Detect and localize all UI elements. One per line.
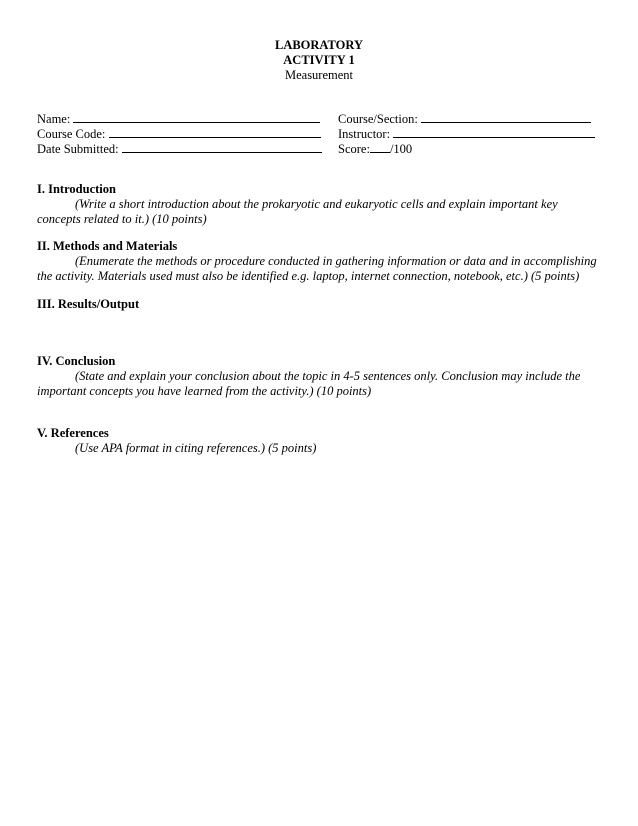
section-conclusion <box>37 354 602 399</box>
instructor-label: Instructor: <box>338 127 391 141</box>
field-row-1 <box>37 110 607 125</box>
instructor-blank[interactable] <box>393 125 595 138</box>
student-info-fields <box>37 110 607 155</box>
date-submitted-blank[interactable] <box>122 140 322 153</box>
name-blank[interactable] <box>73 110 320 123</box>
references-title: V. References <box>37 426 109 440</box>
field-row-2 <box>37 125 607 140</box>
results-title: III. Results/Output <box>37 297 140 311</box>
header-activity-topic: Measurement <box>284 68 354 82</box>
date-submitted-label: Date Submitted: <box>37 142 119 156</box>
course-code-label: Course Code: <box>37 127 106 141</box>
header-laboratory: LABORATORY <box>274 38 363 52</box>
score-blank[interactable] <box>370 140 390 153</box>
conclusion-instruction: (State and explain your conclusion about the topic in 4-5 sentences only. Conclusion may include the important concepts you have learned from the activity.) (10 points) <box>37 369 581 398</box>
date-submitted-field[interactable] <box>37 140 327 157</box>
name-label: Name: <box>37 112 71 126</box>
field-row-3 <box>37 140 607 155</box>
course-section-blank[interactable] <box>421 110 591 123</box>
course-section-label: Course/Section: <box>338 112 418 126</box>
introduction-title: I. Introduction <box>37 182 116 196</box>
course-code-blank[interactable] <box>109 125 321 138</box>
section-references <box>37 426 602 456</box>
document-header <box>0 38 638 83</box>
introduction-instruction: (Write a short introduction about the prokaryotic and eukaryotic cells and explain important key concepts related to it.) (10 points) <box>37 197 558 226</box>
score-field[interactable] <box>338 140 608 157</box>
score-label: Score: <box>338 142 370 156</box>
section-introduction <box>37 182 602 227</box>
methods-instruction: (Enumerate the methods or procedure conducted in gathering information or data and in accomplishing the activity. Materials used must also be identified e.g. laptop, internet connection, notebook, etc.) (5 points) <box>37 254 597 283</box>
conclusion-title: IV. Conclusion <box>37 354 116 368</box>
methods-title: II. Methods and Materials <box>37 239 178 253</box>
score-total: /100 <box>389 142 413 156</box>
section-results <box>37 297 602 312</box>
header-activity-number: ACTIVITY 1 <box>283 53 355 67</box>
section-methods <box>37 239 602 284</box>
references-instruction: (Use APA format in citing references.) (5 points) <box>75 441 317 455</box>
